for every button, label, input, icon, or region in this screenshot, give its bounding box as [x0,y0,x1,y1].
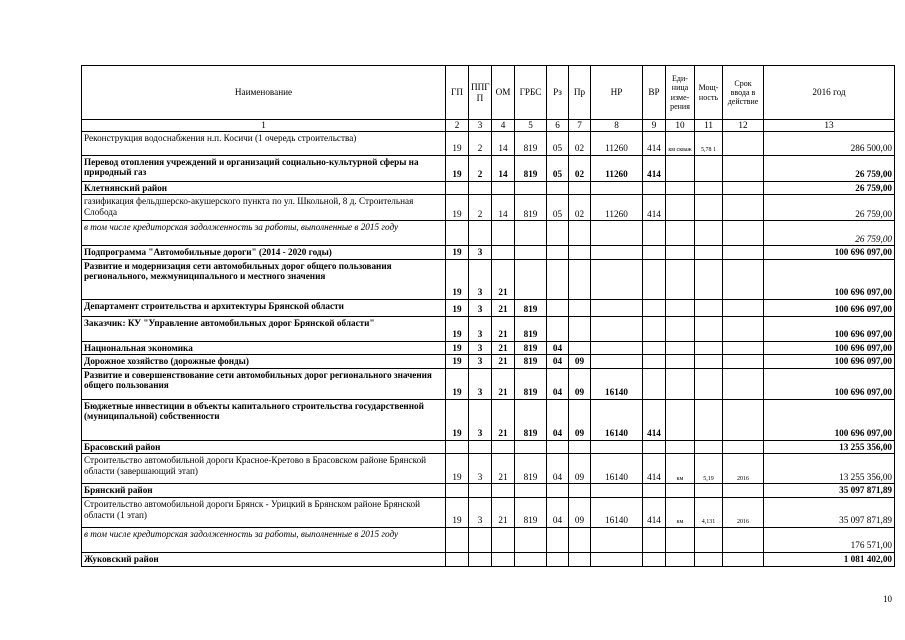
cell-gp: 19 [446,498,469,528]
cell-ppgp: 2 [469,131,492,155]
cell-vr: 414 [643,399,666,440]
cell-om: 14 [492,131,515,155]
cell-power [695,553,723,567]
col-number: 10 [666,120,695,132]
table-row [82,498,895,528]
cell-unit [666,259,695,299]
table-row [82,440,895,454]
cell-ppgp: 3 [469,368,492,399]
cell-pr: 09 [569,454,591,484]
cell-vr: 414 [643,195,666,221]
cell-nr [591,246,643,260]
cell-sum: 26 759,00 [764,221,895,246]
cell-pr [569,316,591,341]
header-nr: НР [591,66,643,120]
cell-power [695,246,723,260]
cell-vr [643,553,666,567]
cell-pr: 09 [569,498,591,528]
cell-nr [591,440,643,454]
cell-unit [666,155,695,181]
table-row [82,131,895,155]
cell-ppgp: 3 [469,246,492,260]
cell-term [723,221,764,246]
cell-vr: 414 [643,155,666,181]
header-pr: Пр [569,66,591,120]
header-gp: ГП [446,66,469,120]
cell-ppgp: 3 [469,316,492,341]
cell-nr [591,316,643,341]
cell-om: 21 [492,368,515,399]
cell-nr [591,355,643,369]
table-row [82,368,895,399]
col-number: 7 [569,120,591,132]
cell-grbs [515,484,547,498]
cell-term [723,341,764,355]
cell-gp: 19 [446,155,469,181]
col-number: 9 [643,120,666,132]
table-row [82,399,895,440]
cell-power [695,440,723,454]
cell-power [695,299,723,316]
cell-term [723,131,764,155]
row-name: Брянский район [82,484,446,498]
header-grbs: ГРБС [515,66,547,120]
cell-power [695,195,723,221]
cell-term [723,155,764,181]
table-row [82,484,895,498]
cell-om: 14 [492,155,515,181]
cell-ppgp [469,440,492,454]
cell-vr [643,355,666,369]
cell-gp: 19 [446,316,469,341]
cell-pr [569,440,591,454]
cell-gp: 19 [446,399,469,440]
cell-sum: 100 696 097,00 [764,399,895,440]
cell-pr: 02 [569,155,591,181]
cell-rz [547,553,569,567]
header-year: 2016 год [764,66,895,120]
cell-power [695,221,723,246]
cell-vr [643,181,666,195]
cell-om [492,528,515,553]
cell-pr: 02 [569,131,591,155]
cell-nr: 16140 [591,498,643,528]
cell-sum: 13 255 356,00 [764,440,895,454]
cell-gp: 19 [446,195,469,221]
cell-sum: 176 571,00 [764,528,895,553]
col-number: 2 [446,120,469,132]
cell-rz: 05 [547,155,569,181]
cell-pr [569,246,591,260]
cell-unit: км [666,498,695,528]
row-name: Национальная экономика [82,341,446,355]
cell-unit [666,181,695,195]
cell-power [695,316,723,341]
table-header-row [82,66,895,120]
cell-unit [666,195,695,221]
cell-unit: км скваж [666,131,695,155]
cell-power [695,341,723,355]
row-name: Бюджетные инвестиции в объекты капитального строительства государственной (муниципальной) собственности [82,399,446,440]
cell-vr [643,484,666,498]
cell-vr [643,221,666,246]
cell-power [695,399,723,440]
cell-ppgp: 3 [469,341,492,355]
row-name: Реконструкция водоснабжения н.п. Косичи (1 очередь строительства) [82,131,446,155]
table-row [82,181,895,195]
cell-ppgp: 2 [469,195,492,221]
cell-unit [666,299,695,316]
cell-sum: 100 696 097,00 [764,355,895,369]
cell-term [723,259,764,299]
cell-om: 21 [492,316,515,341]
cell-om [492,440,515,454]
cell-rz: 04 [547,355,569,369]
table-row [82,528,895,553]
cell-gp: 19 [446,259,469,299]
cell-om: 21 [492,355,515,369]
cell-nr [591,553,643,567]
cell-rz: 04 [547,498,569,528]
cell-sum: 26 759,00 [764,195,895,221]
cell-gp [446,221,469,246]
col-number: 12 [723,120,764,132]
cell-gp [446,181,469,195]
cell-vr: 414 [643,454,666,484]
cell-om: 21 [492,341,515,355]
cell-unit [666,246,695,260]
cell-gp: 19 [446,299,469,316]
page-number: 10 [883,594,892,604]
cell-term [723,181,764,195]
row-name: Дорожное хозяйство (дорожные фонды) [82,355,446,369]
header-power: Мощ- ность [695,66,723,120]
cell-sum: 100 696 097,00 [764,341,895,355]
cell-grbs [515,259,547,299]
cell-unit [666,316,695,341]
cell-grbs [515,221,547,246]
cell-om [492,553,515,567]
row-name: Заказчик: КУ "Управление автомобильных дорог Брянской области" [82,316,446,341]
cell-ppgp: 2 [469,155,492,181]
cell-term [723,528,764,553]
cell-grbs [515,528,547,553]
cell-rz: 04 [547,454,569,484]
cell-rz [547,246,569,260]
row-name: газификация фельдшерско-акушерского пункта по ул. Школьной, 8 д. Строительная Слобода [82,195,446,221]
cell-sum: 13 255 356,00 [764,454,895,484]
header-unit: Еди- ница изме- рения [666,66,695,120]
row-name: Строительство автомобильной дороги Красное-Кретово в Брасовском районе Брянской области (завершающий этап) [82,454,446,484]
cell-sum: 100 696 097,00 [764,259,895,299]
cell-power [695,259,723,299]
cell-pr [569,181,591,195]
cell-ppgp [469,528,492,553]
cell-gp [446,484,469,498]
header-rz: Рз [547,66,569,120]
cell-nr: 16140 [591,368,643,399]
cell-grbs: 819 [515,454,547,484]
cell-term [723,299,764,316]
cell-vr [643,316,666,341]
cell-om [492,484,515,498]
cell-nr [591,341,643,355]
table-row [82,221,895,246]
cell-vr: 414 [643,498,666,528]
table-row [82,341,895,355]
cell-grbs: 819 [515,316,547,341]
cell-rz [547,484,569,498]
table-row [82,316,895,341]
cell-term [723,368,764,399]
header-vr: ВР [643,66,666,120]
cell-ppgp: 3 [469,454,492,484]
row-name: Жуковский район [82,553,446,567]
cell-sum: 26 759,00 [764,155,895,181]
row-name: Развитие и совершенствование сети автомобильных дорог регионального значения общего пользования [82,368,446,399]
cell-vr [643,246,666,260]
cell-nr [591,221,643,246]
cell-grbs: 819 [515,368,547,399]
row-name: Развитие и модернизация сети автомобильных дорог общего пользования регионального, межмуниципального и местного значения [82,259,446,299]
cell-term [723,355,764,369]
cell-unit [666,221,695,246]
cell-pr [569,221,591,246]
cell-pr [569,484,591,498]
col-number: 6 [547,120,569,132]
cell-unit [666,484,695,498]
cell-unit [666,399,695,440]
header-term: Срок ввода в действие [723,66,764,120]
cell-om: 21 [492,498,515,528]
cell-rz [547,299,569,316]
cell-gp [446,553,469,567]
cell-term [723,246,764,260]
col-number: 4 [492,120,515,132]
cell-unit [666,368,695,399]
cell-rz: 04 [547,368,569,399]
cell-ppgp [469,181,492,195]
cell-grbs: 819 [515,195,547,221]
cell-nr [591,181,643,195]
cell-sum: 35 097 871,89 [764,498,895,528]
cell-nr [591,484,643,498]
cell-term: 2016 [723,454,764,484]
cell-power [695,528,723,553]
cell-pr: 02 [569,195,591,221]
row-name: Строительство автомобильной дороги Брянск - Урицкий в Брянском районе Брянской области (1 этап) [82,498,446,528]
cell-power: 5,19 [695,454,723,484]
cell-sum: 1 081 402,00 [764,553,895,567]
cell-ppgp: 3 [469,498,492,528]
cell-sum: 35 097 871,89 [764,484,895,498]
cell-power [695,355,723,369]
cell-grbs: 819 [515,399,547,440]
cell-unit [666,528,695,553]
table-row [82,299,895,316]
cell-pr: 09 [569,368,591,399]
cell-nr: 11260 [591,131,643,155]
cell-vr [643,299,666,316]
cell-rz [547,316,569,341]
row-name: Департамент строительства и архитектуры Брянской области [82,299,446,316]
cell-sum: 100 696 097,00 [764,299,895,316]
cell-unit [666,341,695,355]
cell-term [723,195,764,221]
cell-power [695,181,723,195]
cell-term [723,399,764,440]
cell-vr [643,259,666,299]
table-row [82,246,895,260]
cell-term [723,553,764,567]
cell-power: 5,78 1 [695,131,723,155]
cell-vr [643,341,666,355]
cell-gp: 19 [446,131,469,155]
row-name: в том числе кредиторская задолженность за работы, выполненные в 2015 году [82,221,446,246]
cell-rz [547,440,569,454]
cell-om [492,221,515,246]
cell-power [695,484,723,498]
cell-ppgp [469,221,492,246]
cell-rz [547,259,569,299]
cell-grbs [515,181,547,195]
cell-unit [666,440,695,454]
col-number: 8 [591,120,643,132]
cell-pr [569,553,591,567]
cell-sum: 100 696 097,00 [764,246,895,260]
cell-gp: 19 [446,368,469,399]
cell-ppgp: 3 [469,355,492,369]
row-name: Перевод отопления учреждений и организаций социально-культурной сферы на природный газ [82,155,446,181]
cell-nr [591,259,643,299]
table-row [82,355,895,369]
cell-grbs: 819 [515,341,547,355]
cell-grbs: 819 [515,155,547,181]
cell-gp: 19 [446,454,469,484]
cell-nr [591,299,643,316]
cell-rz: 04 [547,399,569,440]
cell-ppgp [469,553,492,567]
row-name: Подпрограмма "Автомобильные дороги" (2014 - 2020 годы) [82,246,446,260]
cell-term [723,440,764,454]
col-number: 1 [82,120,446,132]
row-name: Клетнянский район [82,181,446,195]
header-om: ОМ [492,66,515,120]
cell-gp [446,528,469,553]
cell-ppgp [469,484,492,498]
cell-unit [666,553,695,567]
cell-sum: 26 759,00 [764,181,895,195]
column-number-row [82,120,895,132]
cell-vr: 414 [643,131,666,155]
cell-gp: 19 [446,246,469,260]
cell-sum: 100 696 097,00 [764,316,895,341]
cell-sum: 100 696 097,00 [764,368,895,399]
cell-grbs: 819 [515,355,547,369]
cell-unit: км [666,454,695,484]
cell-pr [569,259,591,299]
cell-nr: 11260 [591,155,643,181]
cell-power: 4,131 [695,498,723,528]
cell-pr [569,299,591,316]
cell-nr: 16140 [591,454,643,484]
cell-rz [547,181,569,195]
cell-power [695,155,723,181]
budget-table [81,65,895,567]
cell-nr: 11260 [591,195,643,221]
cell-grbs: 819 [515,498,547,528]
cell-power [695,368,723,399]
cell-grbs [515,440,547,454]
col-number: 11 [695,120,723,132]
cell-om [492,181,515,195]
cell-pr: 09 [569,355,591,369]
header-name: Наименование [82,66,446,120]
col-number: 3 [469,120,492,132]
cell-gp: 19 [446,355,469,369]
cell-om: 21 [492,299,515,316]
cell-gp [446,440,469,454]
table-row [82,259,895,299]
cell-unit [666,355,695,369]
cell-rz [547,221,569,246]
table-row [82,454,895,484]
cell-rz [547,528,569,553]
cell-om: 14 [492,195,515,221]
cell-pr: 09 [569,399,591,440]
cell-om: 21 [492,454,515,484]
cell-om: 21 [492,399,515,440]
table-row [82,553,895,567]
cell-vr [643,440,666,454]
cell-grbs [515,246,547,260]
col-number: 5 [515,120,547,132]
cell-term [723,484,764,498]
cell-pr [569,341,591,355]
cell-grbs: 819 [515,131,547,155]
cell-nr [591,528,643,553]
cell-nr: 16140 [591,399,643,440]
cell-ppgp: 3 [469,259,492,299]
cell-vr [643,528,666,553]
cell-rz: 05 [547,195,569,221]
header-ppgp: ППГ П [469,66,492,120]
cell-sum: 286 500,00 [764,131,895,155]
cell-term: 2016 [723,498,764,528]
cell-pr [569,528,591,553]
cell-ppgp: 3 [469,299,492,316]
cell-rz: 04 [547,341,569,355]
cell-om: 21 [492,259,515,299]
cell-ppgp: 3 [469,399,492,440]
cell-gp: 19 [446,341,469,355]
cell-rz: 05 [547,131,569,155]
cell-grbs: 819 [515,299,547,316]
table-row [82,155,895,181]
row-name: в том числе кредиторская задолженность за работы, выполненные в 2015 году [82,528,446,553]
cell-grbs [515,553,547,567]
table-row [82,195,895,221]
cell-vr [643,368,666,399]
row-name: Брасовский район [82,440,446,454]
col-number: 13 [764,120,895,132]
cell-term [723,316,764,341]
cell-om [492,246,515,260]
